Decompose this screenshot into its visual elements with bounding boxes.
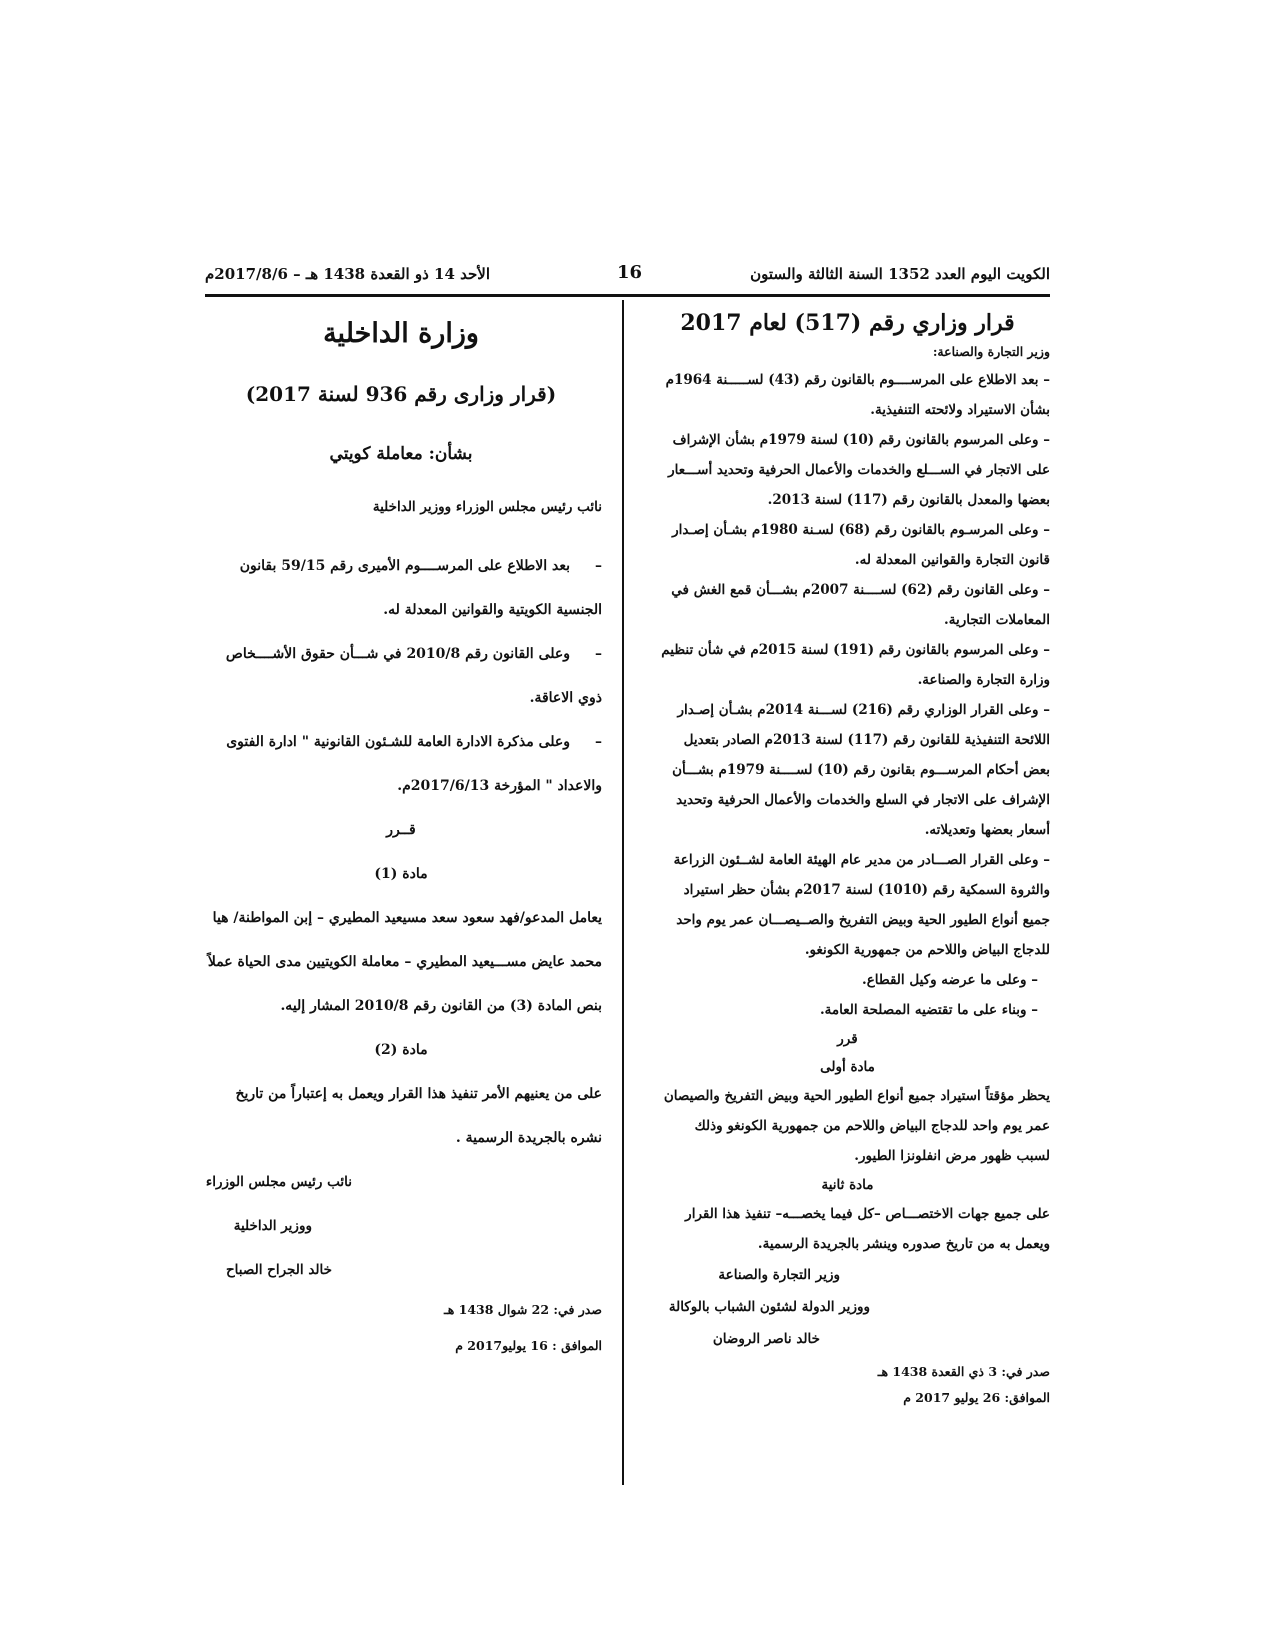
article-1-line: يحظر مؤقتاً استيراد جميع أنواع الطيور الحية وبيض التفريخ والصيصان	[663, 1088, 1050, 1104]
article-1-line: لسبب ظهور مرض انفلونزا الطيور.	[854, 1148, 1050, 1164]
decree-issuer: نائب رئيس مجلس الوزراء ووزير الداخلية	[372, 499, 602, 515]
header-issue-info: الكويت اليوم العدد 1352 السنة الثالثة والستون	[750, 265, 1050, 283]
preamble-line: – بعد الاطلاع على المرســــوم بالقانون رقم (43) لســـــنة 1964م	[665, 372, 1050, 388]
article-1-line: بنص المادة (3) من القانون رقم 2010/8 المشار إليه.	[280, 998, 602, 1014]
decree-title: قرار وزاري رقم (517) لعام 2017	[680, 310, 1015, 336]
preamble-line: – وعلى القرار الصـــادر من مدير عام الهيئة العامة لشــئون الزراعة	[673, 852, 1050, 868]
preamble-line: للدجاج البياض واللاحم من جمهورية الكونغو.	[804, 942, 1050, 958]
preamble-line: – وعلى ما عرضه وكيل القطاع.	[862, 972, 1038, 988]
header-date: الأحد 14 ذو القعدة 1438 هـ – 2017/8/6م	[205, 265, 490, 283]
column-divider	[622, 300, 624, 1485]
preamble-line: – وعلى المرسـوم بالقانون رقم (68) لسـنة 1980م بشـأن إصـدار	[672, 522, 1050, 538]
preamble-line: المعاملات التجارية.	[944, 612, 1050, 628]
preamble-line: اللائحة التنفيذية للقانون رقم (117) لسنة 2013م الصادر بتعديل	[683, 732, 1050, 748]
signatory-name: خالد الجراح الصباح	[225, 1262, 332, 1278]
preamble-line: – وعلى المرسوم بالقانون رقم (10) لسنة 1979م بشأن الإشراف	[672, 432, 1050, 448]
preamble-text: وعلى مذكرة الادارة العامة للشـئون القانونية " ادارة الفتوى	[226, 734, 570, 750]
issue-date-gregorian: الموافق: 26 يوليو 2017 م	[903, 1390, 1050, 1405]
issue-date-hijri: صدر في: 3 ذي القعدة 1438 هـ	[877, 1364, 1050, 1379]
right-column	[645, 300, 1050, 1411]
issue-date-gregorian: الموافق : 16 يوليو2017 م	[455, 1338, 602, 1353]
preamble-line	[200, 632, 602, 676]
dash-marker: –	[595, 558, 602, 574]
preamble-line: والاعداد " المؤرخة 2017/6/13م.	[397, 778, 602, 794]
preamble-text: بعد الاطلاع على المرســــوم الأميرى رقم 59/15 بقانون	[239, 558, 570, 574]
preamble-line: – وبناء على ما تقتضيه المصلحة العامة.	[819, 1002, 1038, 1018]
preamble-line: بعض أحكام المرســـوم بقانون رقم (10) لســــنة 1979م بشـــأن	[672, 762, 1050, 778]
preamble-line: جميع أنواع الطيور الحية وبيض التفريخ والصــيصـــان عمر يوم واحد	[676, 912, 1050, 928]
article-2-heading: مادة (2)	[374, 1042, 428, 1058]
ministry-title: وزارة الداخلية	[323, 318, 479, 349]
header-rule	[205, 294, 1050, 297]
preamble-line: بشأن الاستيراد ولائحته التنفيذية.	[870, 402, 1050, 418]
decision-word: قــرر	[386, 822, 416, 838]
signatory-title-2: ووزير الدولة لشئون الشباب بالوكالة	[668, 1299, 870, 1315]
issue-date-hijri: صدر في: 22 شوال 1438 هـ	[444, 1302, 602, 1317]
preamble-line: – وعلى القرار الوزاري رقم (216) لســـنة 2014م بشـأن إصـدار	[677, 702, 1050, 718]
article-1-heading: مادة (1)	[374, 866, 428, 882]
article-2-line: نشره بالجريدة الرسمية .	[455, 1130, 602, 1146]
preamble-line	[200, 720, 602, 764]
signatory-title-2: ووزير الداخلية	[233, 1218, 312, 1234]
preamble-text: وعلى القانون رقم 2010/8 في شـــأن حقوق الأشــــخاص	[225, 646, 570, 662]
article-1-line: عمر يوم واحد للدجاج البياض واللاحم من جمهورية الكونغو وذلك	[694, 1118, 1050, 1134]
signatory-title: وزير التجارة والصناعة	[718, 1267, 840, 1283]
dash-marker: –	[595, 734, 602, 750]
preamble-line: قانون التجارة والقوانين المعدلة له.	[854, 552, 1050, 568]
article-1-heading: مادة أولى	[820, 1059, 875, 1075]
dash-marker: –	[595, 646, 602, 662]
preamble-line: – وعلى القانون رقم (62) لســــنة 2007م بشـــأن قمع الغش في	[671, 582, 1050, 598]
decree-issuer: وزير التجارة والصناعة:	[932, 344, 1050, 359]
decision-word: قرر	[837, 1031, 858, 1047]
article-1-line: محمد عايض مســـيعيد المطيري – معاملة الكويتيين مدى الحياة عملاً	[207, 954, 602, 970]
decree-subject: بشأن: معاملة كويتي	[329, 444, 473, 464]
page-header	[205, 262, 1050, 291]
preamble-line: أسعار بعضها وتعديلاته.	[924, 822, 1050, 838]
left-column	[200, 300, 602, 1364]
preamble-line: وزارة التجارة والصناعة.	[917, 672, 1050, 688]
preamble-line: ذوي الاعاقة.	[529, 690, 602, 706]
preamble	[645, 365, 1050, 1025]
article-2-line: على جميع جهات الاختصـــاص –كل فيما يخصـــه– تنفيذ هذا القرار	[685, 1206, 1050, 1222]
preamble-line: الجنسية الكويتية والقوانين المعدلة له.	[383, 602, 602, 618]
preamble-line: الإشراف على الاتجار في السلع والخدمات والأعمال الحرفية وتحديد	[676, 792, 1050, 808]
preamble-line	[200, 544, 602, 588]
signatory-title: نائب رئيس مجلس الوزراء	[205, 1174, 352, 1190]
article-2-line: على من يعنيهم الأمر تنفيذ هذا القرار ويعمل به إعتباراً من تاريخ	[235, 1086, 602, 1102]
preamble	[200, 544, 602, 808]
article-2-heading: مادة ثانية	[821, 1177, 874, 1193]
preamble-line: والثروة السمكية رقم (1010) لسنة 2017م بشأن حظر استيراد	[683, 882, 1050, 898]
page-number: 16	[617, 262, 643, 283]
article-1-line: يعامل المدعو/فهد سعود سعد مسيعيد المطيري – إبن المواطنة/ هيا	[212, 910, 602, 926]
preamble-line: بعضها والمعدل بالقانون رقم (117) لسنة 2013.	[767, 492, 1050, 508]
preamble-line: على الاتجار في الســـلع والخدمات والأعمال الحرفية وتحديد أســـعار	[668, 462, 1050, 478]
article-2-line: ويعمل به من تاريخ صدوره وينشر بالجريدة الرسمية.	[757, 1236, 1050, 1252]
preamble-line: – وعلى المرسوم بالقانون رقم (191) لسنة 2015م في شأن تنظيم	[661, 642, 1050, 658]
decree-number: (قرار وزارى رقم 936 لسنة 2017)	[245, 382, 557, 406]
signatory-name: خالد ناصر الروضان	[712, 1331, 820, 1347]
